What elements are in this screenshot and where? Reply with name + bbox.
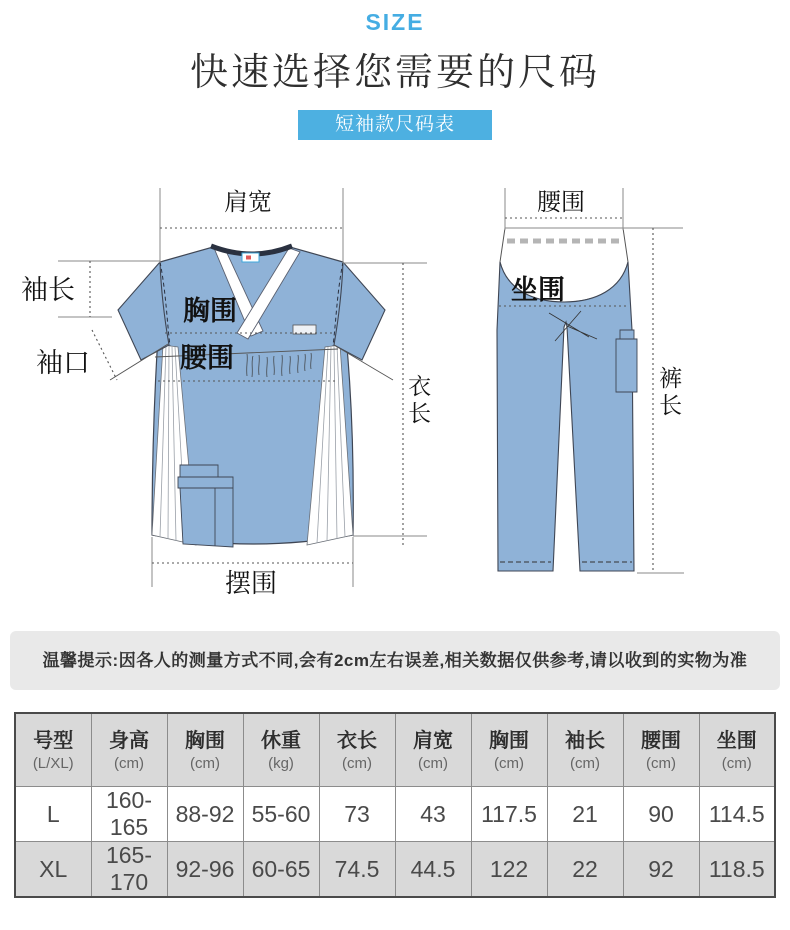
label-sleeve-length: 袖长 <box>21 275 75 305</box>
table-cell: 92-96 <box>167 842 243 898</box>
label-shoulder-width: 肩宽 <box>224 189 272 216</box>
table-cell: 122 <box>471 842 547 898</box>
table-column-header: 袖长 (cm) <box>547 713 623 787</box>
table-column-header: 休重 (kg) <box>243 713 319 787</box>
table-header-row <box>15 713 775 787</box>
table-cell: 88-92 <box>167 787 243 842</box>
table-cell: 117.5 <box>471 787 547 842</box>
table-cell: 43 <box>395 787 471 842</box>
table-cell: 92 <box>623 842 699 898</box>
label-hip: 坐围 <box>511 275 565 305</box>
table-column-header: 胸围 (cm) <box>471 713 547 787</box>
table-column-header: 身高 (cm) <box>91 713 167 787</box>
table-column-header: 肩宽 (cm) <box>395 713 471 787</box>
pants-pocket <box>616 330 637 392</box>
size-chart-badge: 短袖款尺码表 <box>298 110 492 140</box>
table-cell: 165-170 <box>91 842 167 898</box>
table-column-header: 号型 (L/XL) <box>15 713 91 787</box>
measurement-diagram <box>0 160 790 630</box>
table-cell: 160-165 <box>91 787 167 842</box>
label-cuff: 袖口 <box>36 348 90 378</box>
table-cell: XL <box>15 842 91 898</box>
notice-bar: 温馨提示:因各人的测量方式不同,会有2cm左右误差,相关数据仅供参考,请以收到的实物为准 <box>10 631 780 690</box>
table-cell: 55-60 <box>243 787 319 842</box>
table-row <box>15 787 775 842</box>
table-cell: 73 <box>319 787 395 842</box>
size-table-body <box>15 787 775 898</box>
table-cell: 90 <box>623 787 699 842</box>
scrub-top-illustration <box>118 246 385 547</box>
table-cell: 118.5 <box>699 842 775 898</box>
table-cell: L <box>15 787 91 842</box>
table-column-header: 衣长 (cm) <box>319 713 395 787</box>
section-eyebrow: SIZE <box>365 9 425 35</box>
table-cell: 21 <box>547 787 623 842</box>
table-cell: 74.5 <box>319 842 395 898</box>
size-table <box>14 712 776 898</box>
label-hem: 摆围 <box>225 568 278 598</box>
table-cell: 114.5 <box>699 787 775 842</box>
table-column-header: 坐围 (cm) <box>699 713 775 787</box>
table-column-header: 腰围 (cm) <box>623 713 699 787</box>
page-title: 快速选择您需要的尺码 <box>189 52 600 94</box>
size-table-head <box>15 713 775 787</box>
label-chest: 胸围 <box>183 296 237 326</box>
label-garment-length: 衣长 <box>405 374 432 428</box>
label-waist-shirt: 腰围 <box>180 343 234 373</box>
table-cell: 22 <box>547 842 623 898</box>
shirt-pocket <box>178 465 233 547</box>
label-waist-pants: 腰围 <box>537 189 585 216</box>
table-cell: 44.5 <box>395 842 471 898</box>
table-column-header: 胸围 (cm) <box>167 713 243 787</box>
label-pants-length: 裤长 <box>656 366 683 420</box>
table-cell: 60-65 <box>243 842 319 898</box>
table-row <box>15 842 775 898</box>
